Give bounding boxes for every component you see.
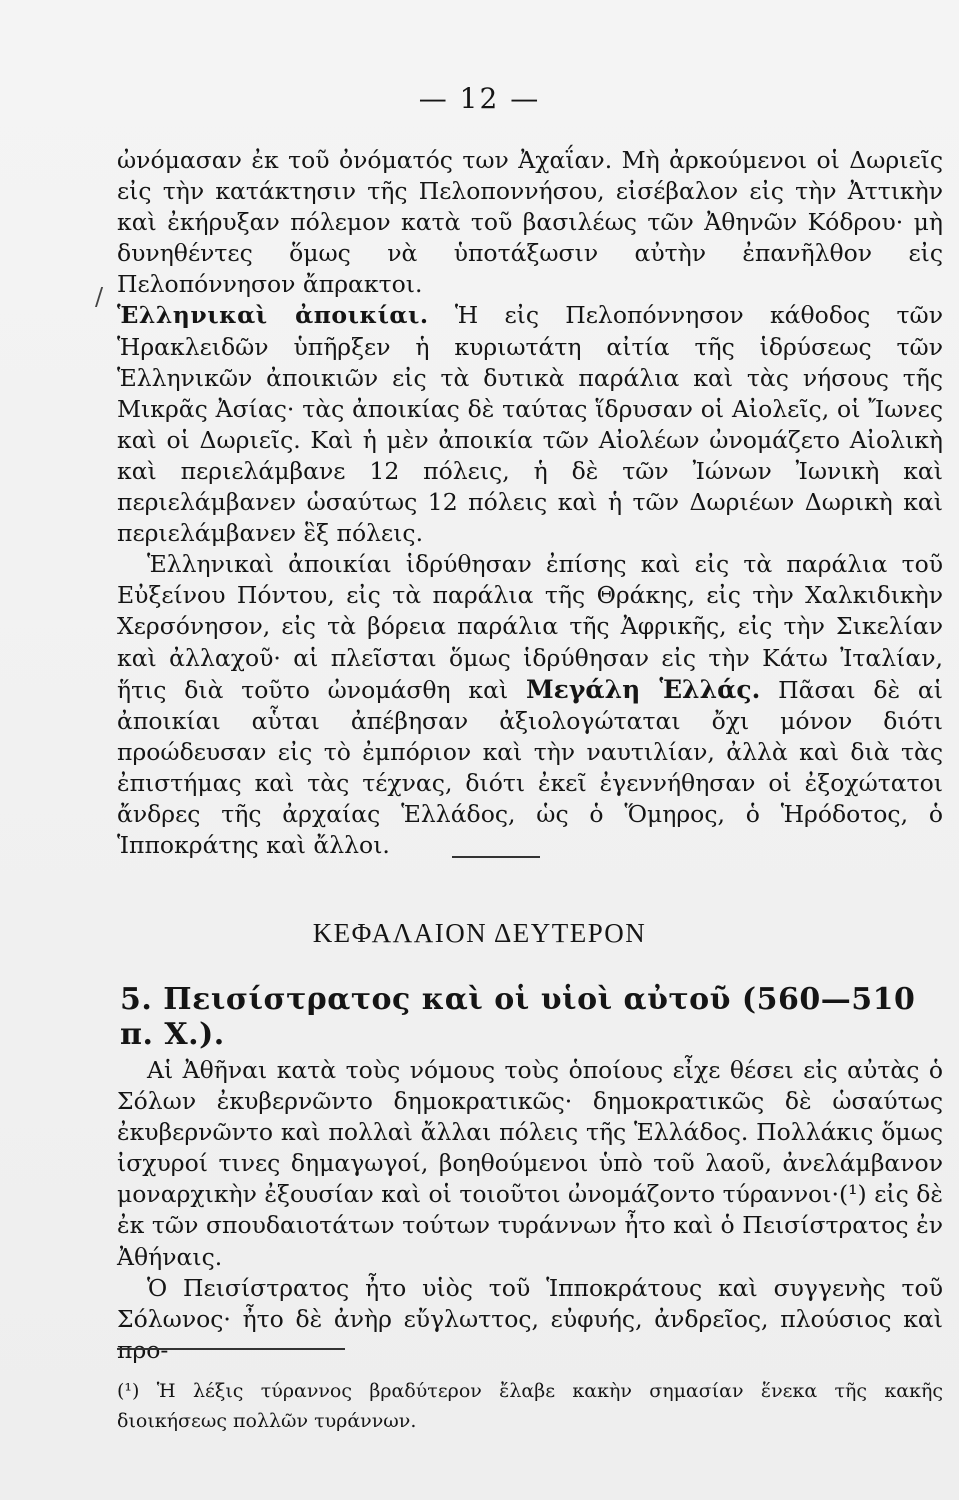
megale-hellas: Μεγάλη Ἑλλάς. [526,674,761,704]
section-title: 5. Πεισίστρατος καὶ οἱ υἱοὶ αὐτοῦ (560—510 π. Χ.). [120,982,916,1052]
chapter-title: ΚΕΦΑΛΑΙΟΝ ΔΕΥΤΕΡΟΝ [312,918,647,948]
paragraph-dorians: ὠνόμασαν ἐκ τοῦ ὀνόματός των Ἀχαΐαν. Μὴ ἀρκούμενοι οἱ Δωριεῖς εἰς τὴν κατάκτησιν τῆς Πελοποννήσου, εἰσέβαλον εἰς τὴν Ἀττικὴν καὶ ἐκήρυξαν πόλεμον κατὰ τοῦ βασιλέως τῶν Ἀθηνῶν Κόδρου· μὴ δυνηθέντες ὅμως νὰ ὑποτάξωσιν αὐτὴν ἐπανῆλθον εἰς Πελοπόννησον ἄπρακτοι. [117,146,943,299]
paragraph-tyrants: Αἱ Ἀθῆναι κατὰ τοὺς νόμους τοὺς ὁποίους εἶχε θέσει εἰς αὐτὰς ὁ Σόλων ἐκυβερνῶντο δημοκρατικῶς· δημοκρατικῶς δὲ ὡσαύτως ἐκυβερνῶντο καὶ πολλαὶ ἄλλαι πόλεις τῆς Ἑλλάδος. Πολλάκις ὅμως ἰσχυροί τινες δημαγωγοί, βοηθούμενοι ὑπὸ τοῦ λαοῦ, ἀνελάμβανον μοναρχικὴν ἐξουσίαν καὶ οἱ τοιοῦτοι ὠνομάζοντο τύραννοι·(¹) εἰς δὲ ἐκ τῶν σπουδαιοτάτων τούτων τυράννων ἦτο καὶ ὁ Πεισίστρατος ἐν Ἀθήναις. [117,1056,943,1271]
paragraph-other-colonies-b: Πᾶσαι δὲ αἱ ἀποικίαι αὗται ἀπέβησαν ἀξιολογώταται ὄχι μόνον διότι προώδευσαν εἰς τὸ ἐμπόριον καὶ τὴν ναυτιλίαν, ἀλλὰ καὶ διὰ τὰς ἐπιστήμας καὶ τὰς τέχνας, διότι ἐκεῖ ἐγεννήθησαν οἱ ἐξοχώτατοι ἄνδρες τῆς ἀρχαίας Ἑλλάδος, ὡς ὁ Ὅμηρος, ὁ Ἡρόδοτος, ὁ Ἱπποκράτης καὶ ἄλλοι. [117,675,943,860]
paragraph-other-colonies-a: Ἑλληνικαὶ ἀποικίαι ἱδρύθησαν ἐπίσης καὶ εἰς τὰ παράλια τοῦ Εὐξείνου Πόντου, εἰς τὰ παράλια τῆς Θράκης, εἰς τὴν Χαλκιδικὴν Χερσόνησον, εἰς τὰ βόρεια παράλια τῆς Ἀφρικῆς, εἰς τὴν Σικελίαν καὶ ἀλλαχοῦ· αἱ πλεῖσται ὅμως ἱδρύθησαν εἰς τὴν Κάτω Ἰταλίαν, ἥτις διὰ τοῦτο ὠνομάσθη καὶ [117,550,943,704]
margin-mark: / [95,283,104,311]
paragraph-colonies-text: Ἡ εἰς Πελοπόννησον κάθοδος τῶν Ἡρακλειδῶν ὑπῆρξεν ἡ κυριωτάτη αἰτία τῆς ἱδρύσεως τῶν Ἑλληνικῶν ἀποικιῶν εἰς τὰ δυτικὰ παράλια καὶ τὰς νήσους τῆς Μικρᾶς Ἀσίας· τὰς ἀποικίας δὲ ταύτας ἵδρυσαν οἱ Αἰολεῖς, οἱ Ἴωνες καὶ οἱ Δωριεῖς. Καὶ ἡ μὲν ἀποικία τῶν Αἰολέων ὠνομάζετο Αἰολικὴ καὶ περιελάμβανε 12 πόλεις, ἡ δὲ τῶν Ἰώνων Ἰωνικὴ καὶ περιελάμβανεν ὡσαύτως 12 πόλεις καὶ ἡ τῶν Δωριέων Δωρικὴ καὶ περιελάμβανεν ἓξ πόλεις. [117,301,943,548]
paragraph-peisistratos: Ὁ Πεισίστρατος ἦτο υἱὸς τοῦ Ἱπποκράτους καὶ συγγενὴς τοῦ Σόλωνος· ἦτο δὲ ἀνὴρ εὔγλωττος, εὐφυής, ἀνδρεῖος, πλούσιος καὶ προ- [117,1273,943,1364]
heading-greek-colonies: Ἑλληνικαὶ ἀποικίαι. [117,301,429,330]
paragraph-other-colonies [117,549,943,861]
section-peisistratos [117,1055,943,1366]
footnote [117,1376,943,1436]
footnote-rule [117,1348,345,1350]
paragraph-colonies [117,300,943,549]
page-number: — 12 — [418,82,541,115]
footnote-mark: (¹) [117,1380,140,1402]
section-divider [452,856,540,858]
footnote-text: Ἡ λέξις τύραννος βραδύτερον ἔλαβε κακὴν σημασίαν ἕνεκα τῆς κακῆς διοικήσεως πολλῶν τυράννων. [117,1380,943,1432]
section-colonies [117,145,943,861]
